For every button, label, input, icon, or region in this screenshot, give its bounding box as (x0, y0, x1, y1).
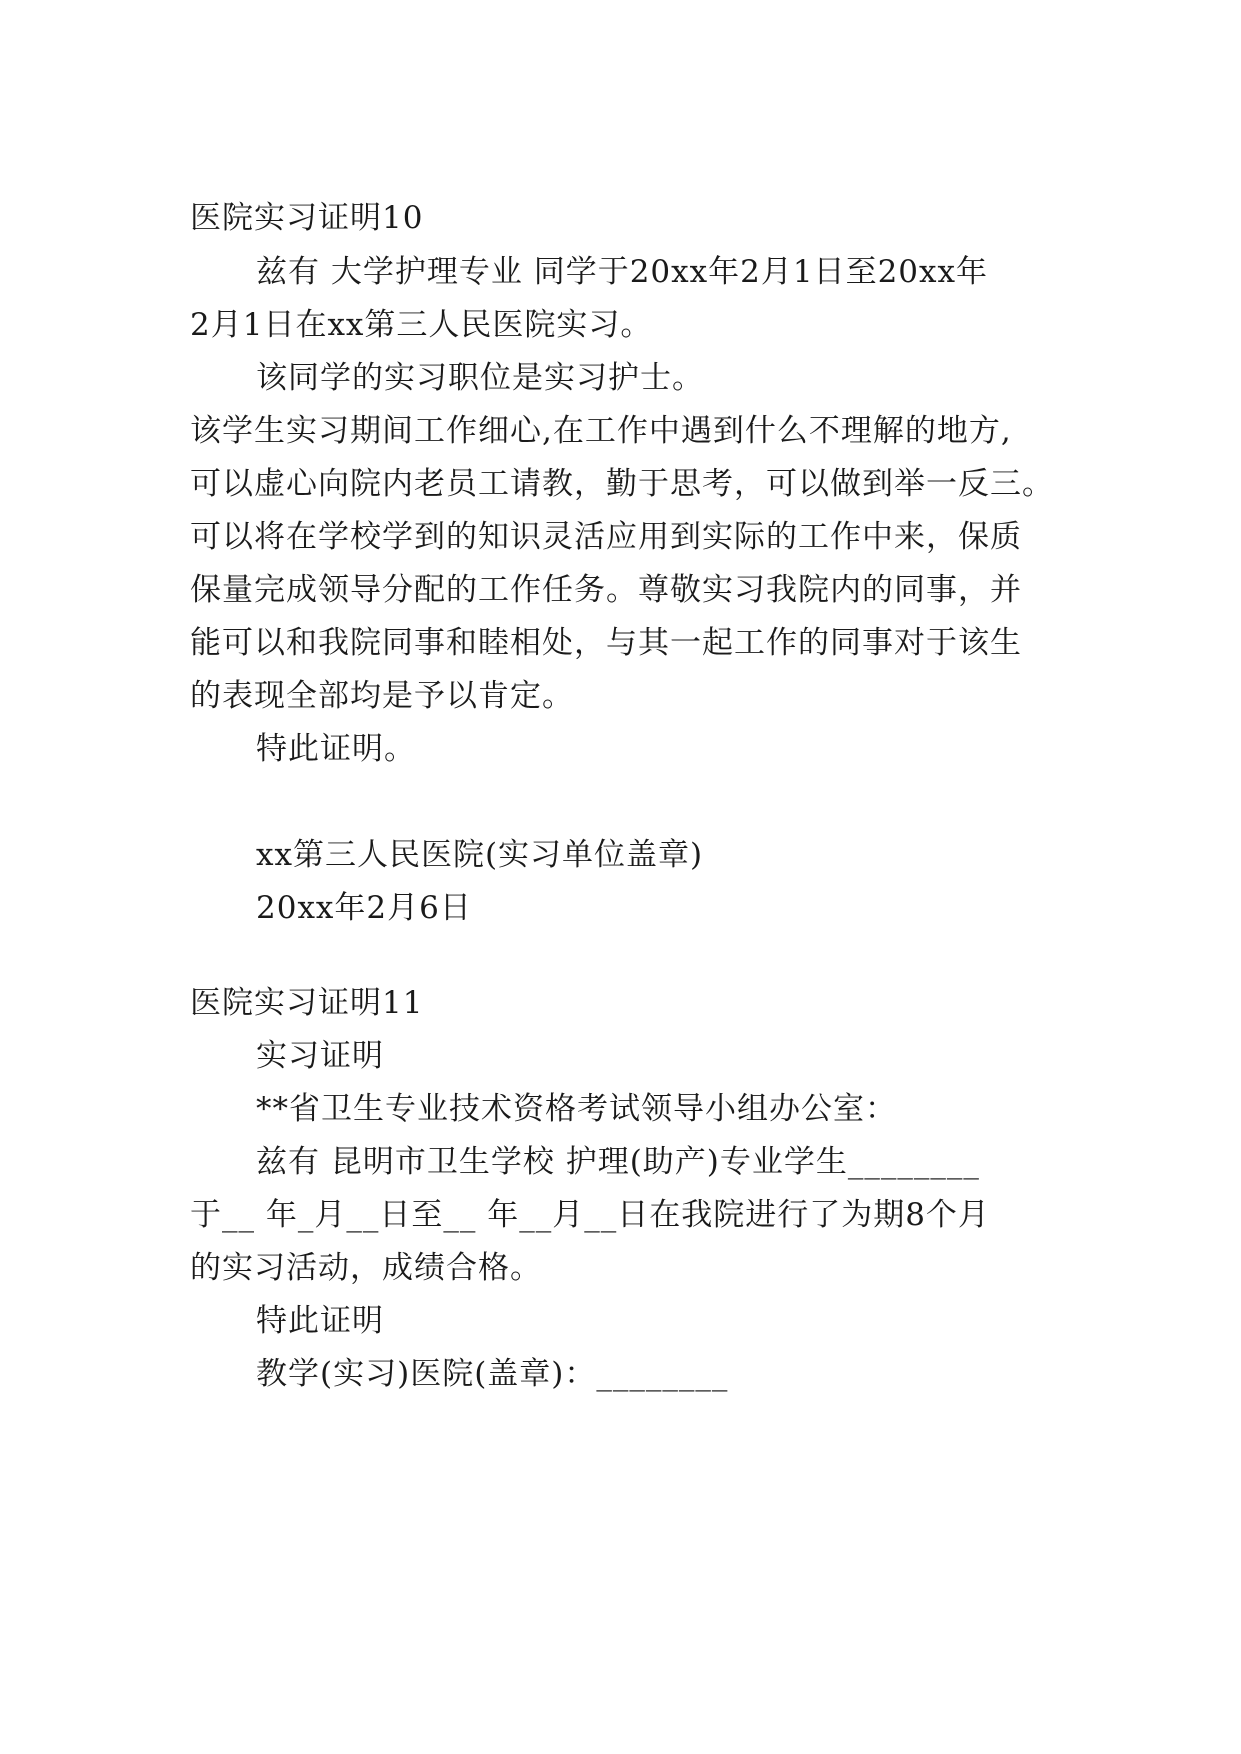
section10-body-line: 的表现全部均是予以肯定。 (190, 678, 574, 714)
section10-intro-line1: 兹有 大学护理专业 同学于20xx年2月1日至20xx年 (256, 254, 988, 290)
section10-body-line: 能可以和我院同事和睦相处，与其一起工作的同事对于该生 (190, 625, 1022, 661)
section11-title: 实习证明 (256, 1038, 384, 1074)
section11-body-line2: 于__ 年_月__日至__ 年__月__日在我院进行了为期8个月 (190, 1197, 990, 1233)
section10-closing: 特此证明。 (256, 731, 416, 767)
section10-intro-line2: 2月1日在xx第三人民医院实习。 (190, 307, 653, 343)
section11-body-line1: 兹有 昆明市卫生学校 护理(助产)专业学生________ (256, 1144, 980, 1180)
section10-body-line: 该学生实习期间工作细心,在工作中遇到什么不理解的地方, (190, 413, 1012, 449)
section11-addressee: **省卫生专业技术资格考试领导小组办公室： (256, 1091, 897, 1127)
section10-date: 20xx年2月6日 (256, 890, 472, 926)
section10-body-line: 可以将在学校学到的知识灵活应用到实际的工作中来，保质 (190, 519, 1022, 555)
section11-seal-line: 教学(实习)医院(盖章)：________ (256, 1356, 729, 1392)
section10-body-line: 保量完成领导分配的工作任务。尊敬实习我院内的同事，并 (190, 572, 1022, 608)
section10-body-line: 可以虚心向院内老员工请教，勤于思考，可以做到举一反三。 (190, 466, 1054, 502)
section11-body-line3: 的实习活动，成绩合格。 (190, 1250, 542, 1286)
section10-position: 该同学的实习职位是实习护士。 (256, 360, 704, 396)
section11-heading: 医院实习证明11 (190, 985, 424, 1021)
section10-signature: xx第三人民医院(实习单位盖章) (256, 837, 704, 873)
section10-heading: 医院实习证明10 (190, 200, 424, 236)
section11-closing: 特此证明 (256, 1303, 384, 1339)
